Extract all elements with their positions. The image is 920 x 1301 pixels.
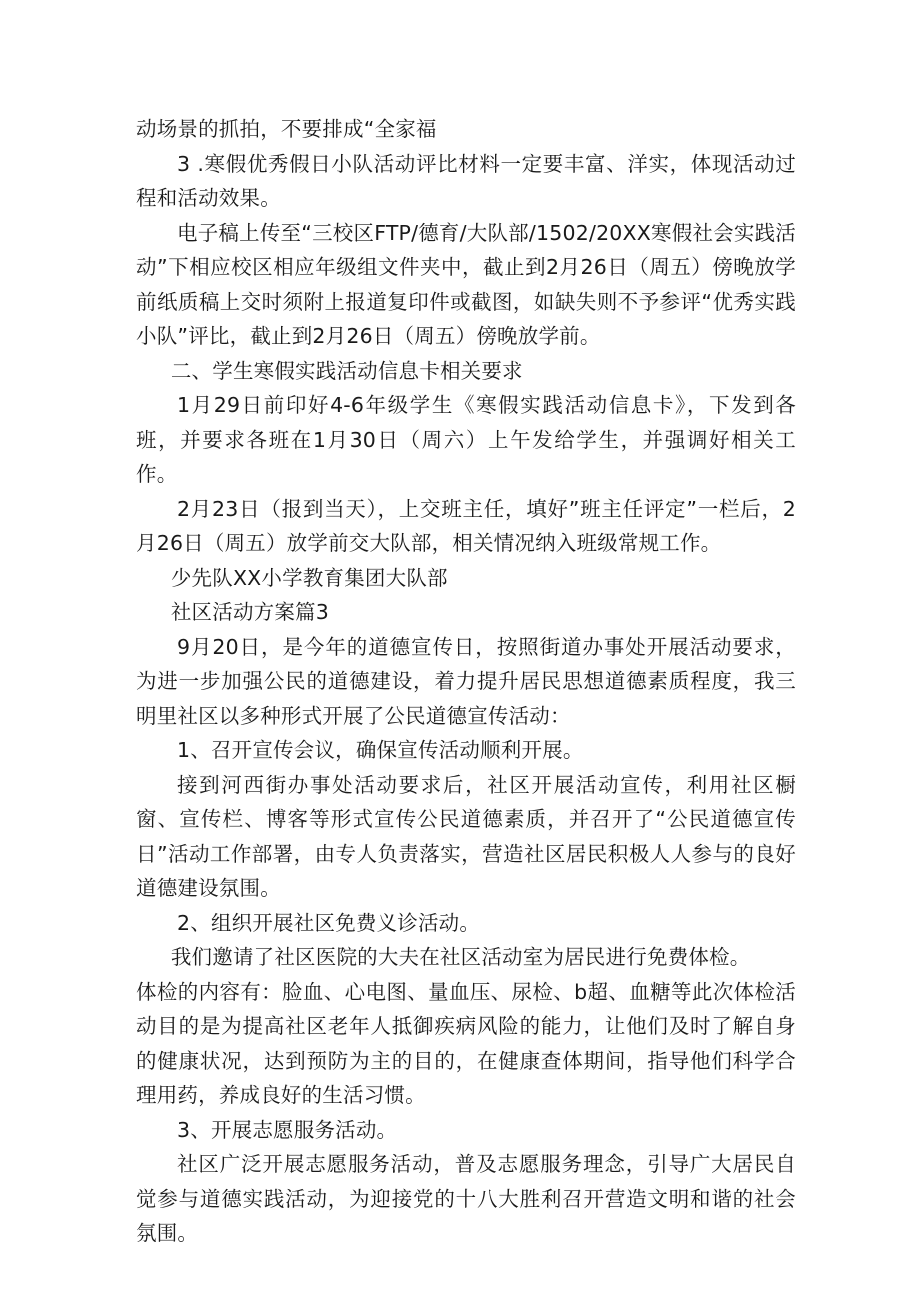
paragraph-item-3-materials: 3 .寒假优秀假日小队活动评比材料一定要丰富、洋实，体现活动过程和活动效果。 [136, 151, 796, 210]
item-heading-clinic: 2、组织开展社区免费义诊活动。 [177, 910, 481, 935]
item-heading-meeting: 1、召开宣传会议，确保宣传活动顺利开展。 [177, 738, 584, 762]
paragraph-photo-note: 动场景的抓拍，不要排成“全家福 [136, 117, 437, 141]
paragraph-submit-cards: 2月23日（报到当天），上交班主任，填好”班主任评定”一栏后，2月26日（周五）放学前交大队部，相关情况纳入班级常规工作。 [136, 496, 796, 555]
paragraph-meeting-details: 接到河西街办事处活动要求后，社区开展活动宣传，利用社区橱窗、宣传栏、博客等形式宣传公民道德素质，并召开了“公民道德宣传日”活动工作部署，由专人负责落实，营造社区居民积极人人参与的良好道德建设氛围。 [136, 772, 796, 900]
document-body [136, 112, 796, 1251]
section-title-plan-3: 社区活动方案篇3 [170, 600, 329, 624]
paragraph-print-cards: 1月29日前印好4-6年级学生《寒假实践活动信息卡》，下发到各班，并要求各班在1月30日（周六）上午发给学生，并强调好相关工作。 [136, 393, 796, 486]
item-heading-volunteer: 3、开展志愿服务活动。 [177, 1117, 398, 1142]
paragraph-upload-instructions: 电子稿上传至“三校区FTP/德育/大队部/1502/20XX寒假社会实践活动”下相应校区相应年级组文件夹中，截止到2月26日（周五）傍晚放学前纸质稿上交时须附上报道复印件或截图，如缺失则不予参评“优秀实践小队”评比，截止到2月26日（周五）傍晚放学前。 [136, 220, 796, 348]
paragraph-clinic-invite: 我们邀请了社区医院的大夫在社区活动室为居民进行免费体检。 [170, 945, 751, 969]
section-heading-info-card: 二、学生寒假实践活动信息卡相关要求 [170, 358, 523, 383]
paragraph-moral-day-intro: 9月20日，是今年的道德宣传日，按照街道办事处开展活动要求，为进一步加强公民的道德建设，着力提升居民思想道德素质程度，我三明里社区以多种形式开展了公民道德宣传活动： [136, 634, 796, 728]
paragraph-volunteer-details: 社区广泛开展志愿服务活动，普及志愿服务理念，引导广大居民自觉参与道德实践活动，为迎接党的十八大胜利召开营造文明和谐的社会氛围。 [136, 1152, 796, 1245]
paragraph-checkup-contents: 体检的内容有：脸血、心电图、量血压、尿检、b超、血糖等此次体检活动目的是为提高社区老年人抵御疾病风险的能力，让他们及时了解自身的健康状况，达到预防为主的目的，在健康查体期间，指导他们科学合理用药，养成良好的生活习惯。 [136, 979, 796, 1107]
signature-brigade: 少先队XX小学教育集团大队部 [170, 565, 448, 590]
